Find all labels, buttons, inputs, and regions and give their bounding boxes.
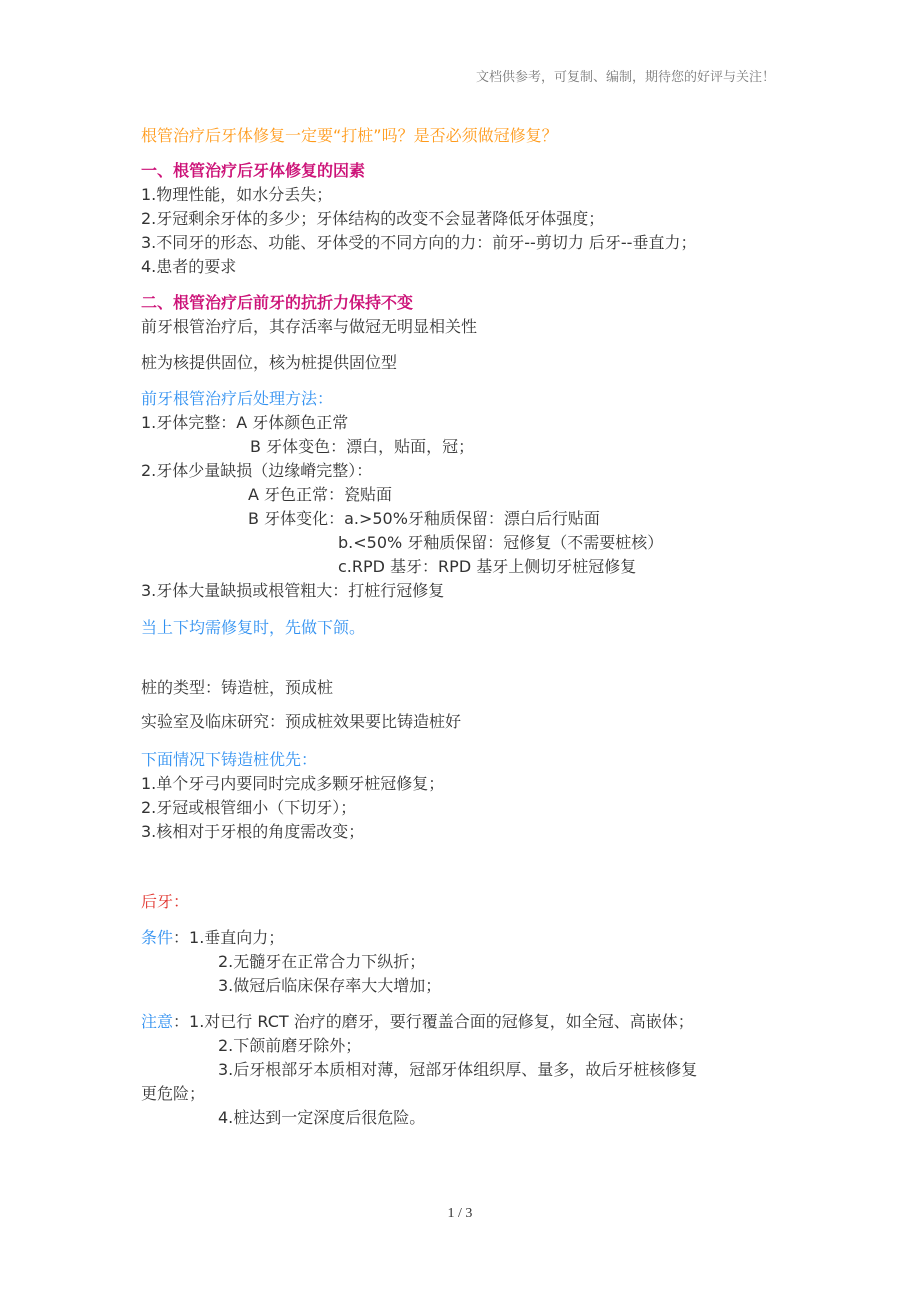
methods-heading: 前牙根管治疗后处理方法： xyxy=(141,389,334,408)
list-item: B 牙体变色：漂白，贴面，冠； xyxy=(250,437,475,456)
section1-heading: 一、根管治疗后牙体修复的因素 xyxy=(141,161,366,180)
list-item: A 牙色正常：瓷贴面 xyxy=(248,485,393,504)
conditions-label: 条件 xyxy=(141,928,174,947)
section2-heading: 二、根管治疗后前牙的抗折力保持不变 xyxy=(141,293,414,312)
list-item: 3.牙体大量缺损或根管粗大：打桩行冠修复 xyxy=(141,581,445,600)
list-item: b.<50% 牙釉质保留：冠修复（不需要桩核） xyxy=(338,533,664,552)
posterior-heading: 后牙： xyxy=(141,892,190,911)
paragraph: 桩的类型：铸造桩，预成桩 xyxy=(141,678,334,697)
list-item: 2.牙冠剩余牙体的多少；牙体结构的改变不会显著降低牙体强度； xyxy=(141,209,605,228)
document-title: 根管治疗后牙体修复一定要“打桩”吗？是否必须做冠修复？ xyxy=(141,126,558,145)
note: 当上下均需修复时，先做下颌。 xyxy=(141,618,366,637)
list-item: 2.牙冠或根管细小（下切牙）； xyxy=(141,798,357,817)
notes-line xyxy=(141,1010,694,1034)
list-item: 1.物理性能，如水分丢失； xyxy=(141,185,333,204)
list-item: 更危险； xyxy=(141,1084,206,1103)
list-item: ：1.垂直向力； xyxy=(173,928,285,947)
notes-label: 注意 xyxy=(141,1012,174,1031)
list-item: B 牙体变化：a.>50%牙釉质保留：漂白后行贴面 xyxy=(248,509,600,528)
list-item: 3.核相对于牙根的角度需改变； xyxy=(141,822,365,841)
cast-heading: 下面情况下铸造桩优先： xyxy=(141,750,318,769)
list-item: 4.桩达到一定深度后很危险。 xyxy=(218,1108,426,1127)
list-item: ：1.对已行 RCT 治疗的磨牙，要行覆盖合面的冠修复，如全冠、高嵌体； xyxy=(173,1012,694,1031)
list-item: 4.患者的要求 xyxy=(141,257,237,276)
list-item: c.RPD 基牙：RPD 基牙上侧切牙桩冠修复 xyxy=(338,557,637,576)
list-item: 1.牙体完整：A 牙体颜色正常 xyxy=(141,413,349,432)
list-item: 1.单个牙弓内要同时完成多颗牙桩冠修复； xyxy=(141,774,445,793)
list-item: 3.做冠后临床保存率大大增加； xyxy=(218,976,442,995)
list-item: 2.下颌前磨牙除外； xyxy=(218,1036,362,1055)
list-item: 3.后牙根部牙本质相对薄，冠部牙体组织厚、量多，故后牙桩核修复 xyxy=(218,1060,698,1079)
list-item: 2.牙体少量缺损（边缘嵴完整）： xyxy=(141,461,373,480)
list-item: 3.不同牙的形态、功能、牙体受的不同方向的力：前牙--剪切力 后牙--垂直力； xyxy=(141,233,697,252)
page-number: 1 / 3 xyxy=(447,1206,473,1221)
header-note: 文档供参考，可复制、编制，期待您的好评与关注！ xyxy=(475,70,775,85)
paragraph: 实验室及临床研究：预成桩效果要比铸造桩好 xyxy=(141,712,462,731)
conditions-line xyxy=(141,926,284,950)
list-item: 2.无髓牙在正常合力下纵折； xyxy=(218,952,426,971)
paragraph: 桩为核提供固位，核为桩提供固位型 xyxy=(141,353,398,372)
paragraph: 前牙根管治疗后，其存活率与做冠无明显相关性 xyxy=(141,317,478,336)
